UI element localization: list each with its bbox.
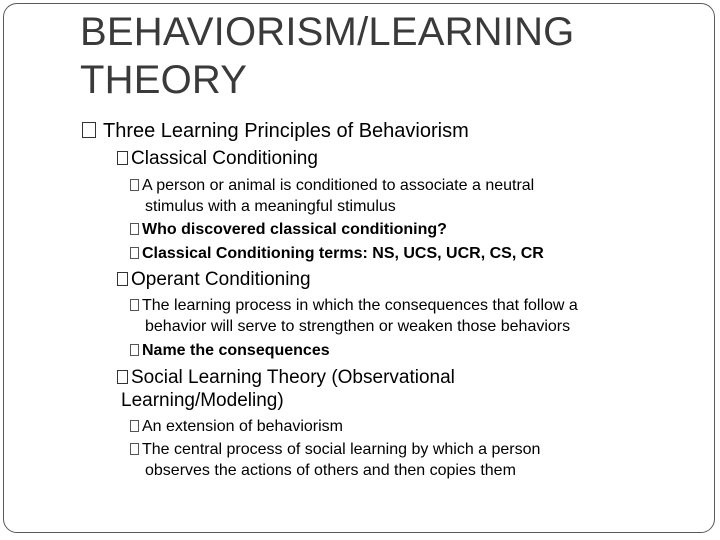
bullet-box-icon (117, 151, 128, 165)
operant-heading (117, 268, 311, 291)
operant-heading-text: Operant Conditioning (131, 269, 311, 290)
classical-item-1-line-1: A person or animal is conditioned to associate a neutral (142, 177, 535, 194)
title-line-1: BEHAVIORISM/LEARNING (80, 10, 575, 54)
operant-item-1-line-1: The learning process in which the consequences that follow a (142, 297, 578, 314)
classical-item-1-cont (130, 196, 396, 217)
classical-heading (117, 147, 318, 170)
operant-item-1-cont (130, 316, 570, 337)
bullet-box-icon (130, 179, 139, 191)
social-item-1-text: An extension of behaviorism (142, 418, 343, 435)
social-item-2-line-2: observes the actions of others and then copies them (145, 462, 516, 479)
bullet-box-icon (130, 443, 139, 455)
bullet-box-icon (130, 223, 139, 235)
bullet-box-icon (130, 420, 139, 432)
bullet-box-icon (117, 272, 128, 286)
operant-item-2 (130, 340, 330, 361)
main-bullet-text: Three Learning Principles of Behaviorism (103, 120, 469, 142)
operant-item-2-text: Name the consequences (142, 342, 330, 359)
bullet-box-icon (117, 370, 128, 384)
classical-item-2-text: Who discovered classical conditioning? (142, 221, 447, 238)
classical-item-1 (130, 175, 534, 196)
social-heading-cont (121, 389, 284, 412)
social-heading-line-2: Learning/Modeling) (121, 390, 284, 411)
operant-item-1-line-2: behavior will serve to strengthen or weaken those behaviors (145, 318, 571, 335)
social-item-2-cont (130, 460, 516, 481)
classical-heading-text: Classical Conditioning (131, 148, 318, 169)
bullet-box-icon (82, 122, 96, 138)
social-item-2 (130, 439, 540, 460)
social-item-2-line-1: The central process of social learning by which a person (142, 441, 541, 458)
bullet-box-icon (130, 299, 139, 311)
social-heading (117, 366, 455, 389)
classical-item-2 (130, 219, 447, 240)
classical-item-1-line-2: stimulus with a meaningful stimulus (145, 198, 396, 215)
operant-item-1 (130, 295, 578, 316)
bullet-box-icon (130, 247, 139, 259)
bullet-box-icon (130, 344, 139, 356)
social-heading-line-1: Social Learning Theory (Observational (131, 367, 455, 388)
classical-item-3 (130, 243, 544, 264)
title-line-2: THEORY (80, 58, 248, 102)
social-item-1 (130, 416, 343, 437)
main-bullet (80, 119, 469, 143)
classical-item-3-text: Classical Conditioning terms: NS, UCS, UCR, CS, CR (142, 245, 544, 262)
